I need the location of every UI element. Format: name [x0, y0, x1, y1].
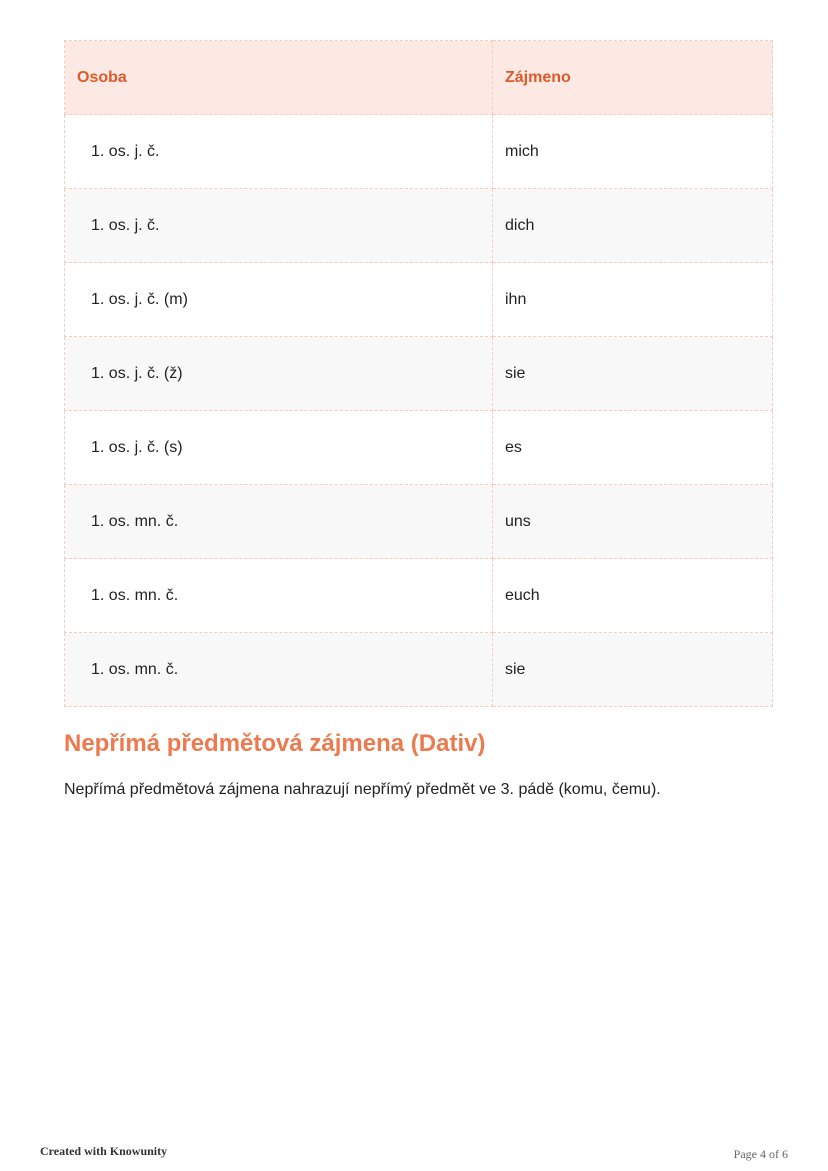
section-heading: Nepřímá předmětová zájmena (Dativ): [64, 730, 486, 757]
table-row: [65, 263, 773, 337]
footer-credit: Created with Knowunity: [40, 1144, 168, 1158]
column-header-person: Osoba: [65, 41, 493, 115]
table-header-row: [65, 41, 773, 115]
cell-person: 1. os. j. č.: [65, 115, 493, 189]
cell-person: 1. os. j. č.: [65, 189, 493, 263]
table-row: [65, 485, 773, 559]
pronoun-table-container: [64, 40, 772, 707]
cell-person: 1. os. j. č. (ž): [65, 337, 493, 411]
cell-person: 1. os. j. č. (m): [65, 263, 493, 337]
cell-person: 1. os. mn. č.: [65, 485, 493, 559]
cell-pronoun: sie: [493, 633, 773, 707]
table-row: [65, 411, 773, 485]
cell-person: 1. os. mn. č.: [65, 633, 493, 707]
pronoun-table: [64, 40, 773, 707]
cell-pronoun: sie: [493, 337, 773, 411]
table-row: [65, 633, 773, 707]
cell-pronoun: ihn: [493, 263, 773, 337]
table-row: [65, 559, 773, 633]
cell-person: 1. os. j. č. (s): [65, 411, 493, 485]
section-paragraph: Nepřímá předmětová zájmena nahrazují nepřímý předmět ve 3. pádě (komu, čemu).: [64, 781, 661, 798]
cell-pronoun: dich: [493, 189, 773, 263]
cell-pronoun: uns: [493, 485, 773, 559]
cell-person: 1. os. mn. č.: [65, 559, 493, 633]
cell-pronoun: mich: [493, 115, 773, 189]
table-row: [65, 115, 773, 189]
cell-pronoun: euch: [493, 559, 773, 633]
table-row: [65, 337, 773, 411]
page-number: Page 4 of 6: [733, 1147, 788, 1161]
cell-pronoun: es: [493, 411, 773, 485]
table-row: [65, 189, 773, 263]
column-header-pronoun: Zájmeno: [493, 41, 773, 115]
